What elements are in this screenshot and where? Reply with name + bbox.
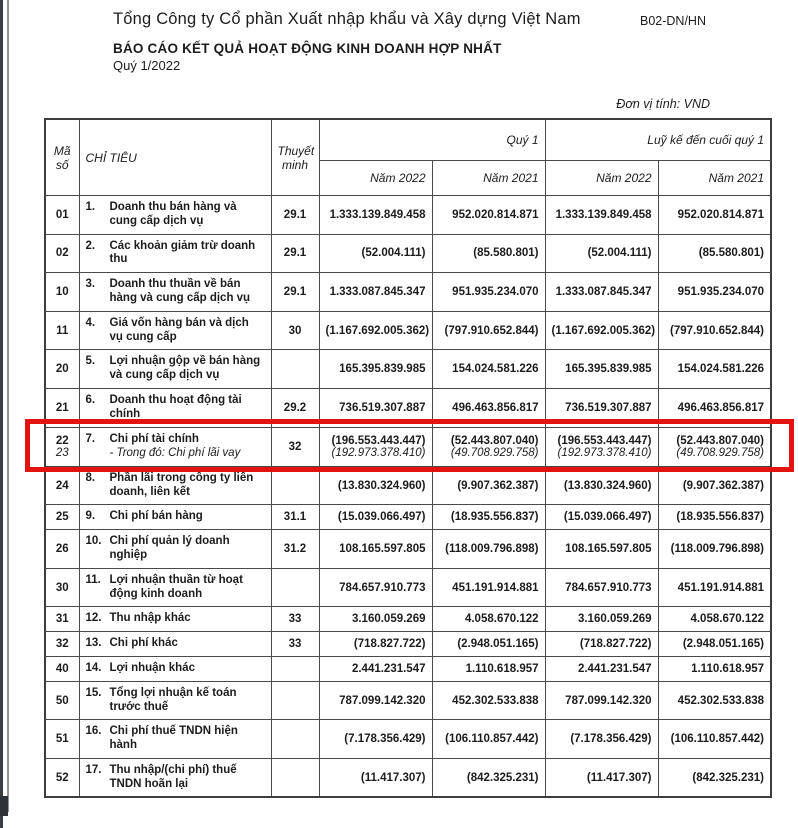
- report-table-body: [45, 196, 771, 798]
- table-header: [45, 119, 771, 196]
- note-cell: [271, 466, 319, 505]
- header-q1-2021: Năm 2021: [432, 161, 545, 196]
- table-row: [45, 656, 771, 681]
- note-cell: 31.1: [271, 505, 319, 530]
- value-q1-2021: (2.948.051.165): [432, 632, 545, 657]
- note-cell: 29.2: [271, 388, 319, 427]
- note-cell: [271, 681, 319, 720]
- indicator-cell: 5. Lợi nhuận gộp về bán hàng và cung cấp dịch vụ: [79, 350, 271, 389]
- unit-note: Đơn vị tính: VND: [616, 97, 710, 111]
- value-cum-2022: 2.441.231.547: [545, 656, 658, 681]
- scan-edge-artifact: [0, 0, 3, 828]
- indicator-cell: 13. Chi phí khác: [79, 632, 271, 657]
- code-cell: 25: [45, 505, 79, 530]
- scan-line-artifact: [7, 0, 9, 812]
- note-cell: [271, 720, 319, 759]
- indicator-cell: 8. Phần lãi trong công ty liên doanh, liên kết: [79, 466, 271, 505]
- value-cum-2021: 452.302.533.838: [658, 681, 771, 720]
- form-code: B02-DN/HN: [640, 14, 706, 28]
- value-cum-2021: 951.935.234.070: [658, 273, 771, 312]
- value-cum-2021: (797.910.652.844): [658, 311, 771, 350]
- table-row: [45, 311, 771, 350]
- indicator-cell: 3. Doanh thu thuần về bán hàng và cung cấp dịch vụ: [79, 273, 271, 312]
- value-q1-2021: (52.443.807.040) (49.708.929.758): [432, 427, 545, 466]
- indicator-cell: 7. Chi phí tài chính - Trong đó: Chi phí lãi vay: [79, 427, 271, 466]
- table-row: [45, 505, 771, 530]
- header-group-cumulative: Luỹ kế đến cuối quý 1: [545, 119, 771, 161]
- note-cell: 29.1: [271, 234, 319, 273]
- note-cell: [271, 656, 319, 681]
- code-cell: 11: [45, 311, 79, 350]
- value-q1-2022: 3.160.059.269: [319, 607, 432, 632]
- note-cell: 32: [271, 427, 319, 466]
- value-cum-2022: 108.165.597.805: [545, 530, 658, 569]
- value-q1-2022: (52.004.111): [319, 234, 432, 273]
- value-cum-2021: (52.443.807.040) (49.708.929.758): [658, 427, 771, 466]
- value-q1-2021: (842.325.231): [432, 758, 545, 797]
- indicator-cell: 9. Chi phí bán hàng: [79, 505, 271, 530]
- table-row: [45, 758, 771, 797]
- table-row: [45, 234, 771, 273]
- value-q1-2022: (1.167.692.005.362): [319, 311, 432, 350]
- value-q1-2021: 452.302.533.838: [432, 681, 545, 720]
- value-cum-2022: (718.827.722): [545, 632, 658, 657]
- value-q1-2022: 108.165.597.805: [319, 530, 432, 569]
- header-code: Mã số: [45, 119, 79, 196]
- indicator-cell: 12. Thu nhập khác: [79, 607, 271, 632]
- table-row: [45, 607, 771, 632]
- header-q1-2022: Năm 2022: [319, 161, 432, 196]
- table-row: [45, 530, 771, 569]
- indicator-cell: 15. Tổng lợi nhuận kế toán trước thuế: [79, 681, 271, 720]
- value-cum-2021: (118.009.796.898): [658, 530, 771, 569]
- table-row: [45, 720, 771, 759]
- table-row: [45, 350, 771, 389]
- value-q1-2022: (13.830.324.960): [319, 466, 432, 505]
- highlighted-row: [45, 427, 771, 466]
- value-q1-2021: 1.110.618.957: [432, 656, 545, 681]
- note-cell: 33: [271, 632, 319, 657]
- value-cum-2022: (15.039.066.497): [545, 505, 658, 530]
- value-q1-2021: 154.024.581.226: [432, 350, 545, 389]
- indicator-cell: 2. Các khoản giảm trừ doanh thu: [79, 234, 271, 273]
- note-cell: [271, 350, 319, 389]
- code-cell: 21: [45, 388, 79, 427]
- indicator-cell: 14. Lợi nhuận khác: [79, 656, 271, 681]
- code-cell: 24: [45, 466, 79, 505]
- value-cum-2021: (2.948.051.165): [658, 632, 771, 657]
- value-cum-2022: 1.333.139.849.458: [545, 196, 658, 235]
- value-cum-2021: (9.907.362.387): [658, 466, 771, 505]
- indicator-cell: 1. Doanh thu bán hàng và cung cấp dịch vụ: [79, 196, 271, 235]
- code-cell: 50: [45, 681, 79, 720]
- table-row: [45, 632, 771, 657]
- code-cell: 02: [45, 234, 79, 273]
- value-q1-2022: (15.039.066.497): [319, 505, 432, 530]
- value-q1-2021: (9.907.362.387): [432, 466, 545, 505]
- value-q1-2022: 787.099.142.320: [319, 681, 432, 720]
- indicator-cell: 6. Doanh thu hoạt động tài chính: [79, 388, 271, 427]
- code-cell: 52: [45, 758, 79, 797]
- note-cell: 33: [271, 607, 319, 632]
- value-cum-2021: (18.935.556.837): [658, 505, 771, 530]
- value-q1-2022: (7.178.356.429): [319, 720, 432, 759]
- report-period: Quý 1/2022: [113, 58, 181, 73]
- value-cum-2021: (85.580.801): [658, 234, 771, 273]
- note-cell: [271, 758, 319, 797]
- value-cum-2022: 784.657.910.773: [545, 568, 658, 607]
- code-cell: 32: [45, 632, 79, 657]
- value-cum-2022: 3.160.059.269: [545, 607, 658, 632]
- table-row: [45, 196, 771, 235]
- value-q1-2021: (797.910.652.844): [432, 311, 545, 350]
- value-q1-2022: 165.395.839.985: [319, 350, 432, 389]
- note-cell: 29.1: [271, 273, 319, 312]
- value-q1-2021: (118.009.796.898): [432, 530, 545, 569]
- code-cell: 26: [45, 530, 79, 569]
- value-q1-2022: 784.657.910.773: [319, 568, 432, 607]
- value-cum-2021: 4.058.670.122: [658, 607, 771, 632]
- value-q1-2021: 451.191.914.881: [432, 568, 545, 607]
- value-cum-2022: 165.395.839.985: [545, 350, 658, 389]
- value-q1-2021: 951.935.234.070: [432, 273, 545, 312]
- code-cell: 30: [45, 568, 79, 607]
- value-q1-2022: 736.519.307.887: [319, 388, 432, 427]
- table-row: [45, 273, 771, 312]
- value-q1-2021: (106.110.857.442): [432, 720, 545, 759]
- code-cell: 10: [45, 273, 79, 312]
- value-q1-2021: 4.058.670.122: [432, 607, 545, 632]
- table-row: [45, 388, 771, 427]
- value-cum-2022: 787.099.142.320: [545, 681, 658, 720]
- code-cell: 40: [45, 656, 79, 681]
- value-q1-2022: 2.441.231.547: [319, 656, 432, 681]
- header-indicator: CHỈ TIÊU: [79, 119, 271, 196]
- code-cell: 51: [45, 720, 79, 759]
- value-cum-2021: 952.020.814.871: [658, 196, 771, 235]
- header-note: Thuyết minh: [271, 119, 319, 196]
- note-cell: 31.2: [271, 530, 319, 569]
- indicator-cell: 10. Chi phí quản lý doanh nghiệp: [79, 530, 271, 569]
- value-cum-2022: 1.333.087.845.347: [545, 273, 658, 312]
- code-cell: 20: [45, 350, 79, 389]
- value-cum-2021: 1.110.618.957: [658, 656, 771, 681]
- report-title: BÁO CÁO KẾT QUẢ HOẠT ĐỘNG KINH DOANH HỢP NHẤT: [113, 41, 502, 56]
- value-cum-2022: (1.167.692.005.362): [545, 311, 658, 350]
- value-cum-2022: (7.178.356.429): [545, 720, 658, 759]
- value-q1-2022: 1.333.139.849.458: [319, 196, 432, 235]
- indicator-cell: 4. Giá vốn hàng bán và dịch vụ cung cấp: [79, 311, 271, 350]
- table-row: [45, 466, 771, 505]
- note-cell: [271, 568, 319, 607]
- value-cum-2021: (842.325.231): [658, 758, 771, 797]
- value-cum-2021: (106.110.857.442): [658, 720, 771, 759]
- value-q1-2021: 952.020.814.871: [432, 196, 545, 235]
- value-q1-2021: 496.463.856.817: [432, 388, 545, 427]
- income-statement-table: [44, 118, 772, 798]
- value-cum-2022: (13.830.324.960): [545, 466, 658, 505]
- company-name: Tổng Công ty Cổ phần Xuất nhập khẩu và Xây dựng Việt Nam: [113, 10, 581, 28]
- code-cell: 01: [45, 196, 79, 235]
- value-q1-2021: (18.935.556.837): [432, 505, 545, 530]
- header-cum-2022: Năm 2022: [545, 161, 658, 196]
- value-q1-2022: (718.827.722): [319, 632, 432, 657]
- indicator-cell: 16. Chi phí thuế TNDN hiện hành: [79, 720, 271, 759]
- value-cum-2022: 736.519.307.887: [545, 388, 658, 427]
- indicator-cell: 11. Lợi nhuận thuần từ hoạt động kinh doanh: [79, 568, 271, 607]
- value-cum-2021: 154.024.581.226: [658, 350, 771, 389]
- code-cell: 22 23: [45, 427, 79, 466]
- code-cell: 31: [45, 607, 79, 632]
- value-cum-2022: (52.004.111): [545, 234, 658, 273]
- scan-blot-artifact: [0, 796, 8, 816]
- value-cum-2021: 451.191.914.881: [658, 568, 771, 607]
- note-cell: 30: [271, 311, 319, 350]
- value-cum-2022: (11.417.307): [545, 758, 658, 797]
- value-q1-2022: 1.333.087.845.347: [319, 273, 432, 312]
- header-cum-2021: Năm 2021: [658, 161, 771, 196]
- table-row: [45, 681, 771, 720]
- value-q1-2022: (11.417.307): [319, 758, 432, 797]
- note-cell: 29.1: [271, 196, 319, 235]
- indicator-cell: 17. Thu nhập/(chi phí) thuế TNDN hoãn lại: [79, 758, 271, 797]
- value-q1-2022: (196.553.443.447) (192.973.378.410): [319, 427, 432, 466]
- document-header: [113, 10, 773, 73]
- value-cum-2021: 496.463.856.817: [658, 388, 771, 427]
- value-cum-2022: (196.553.443.447) (192.973.378.410): [545, 427, 658, 466]
- value-q1-2021: (85.580.801): [432, 234, 545, 273]
- header-group-q1: Quý 1: [319, 119, 545, 161]
- table-row: [45, 568, 771, 607]
